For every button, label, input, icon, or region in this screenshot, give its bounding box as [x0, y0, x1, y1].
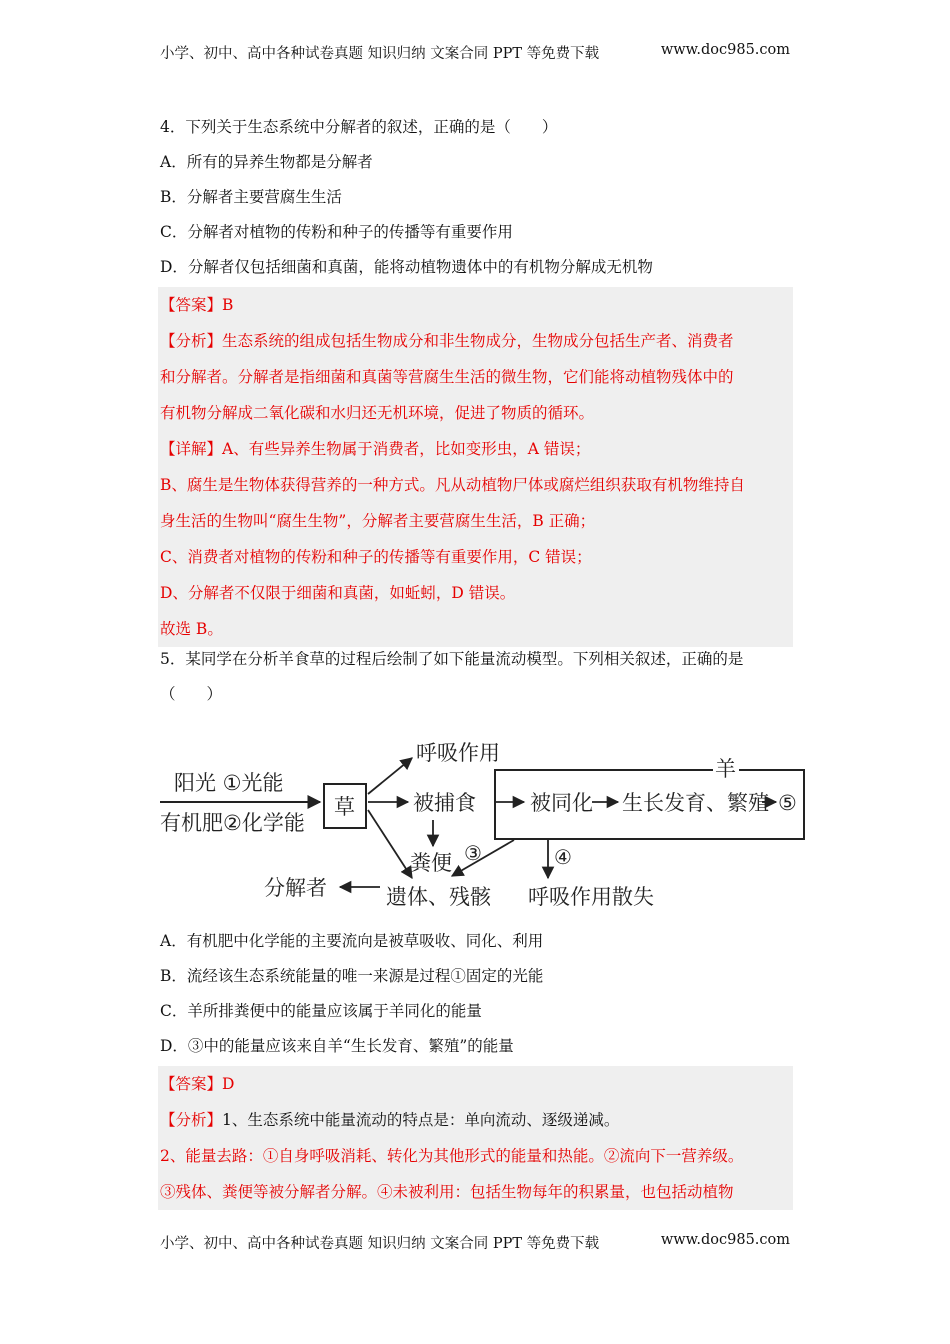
analysis-tag: 【分析】: [160, 332, 223, 350]
analysis-text: 生态系统的组成包括生物成分和非生物成分，生物成分包括生产者、消费者: [222, 332, 734, 350]
detail-line: B、腐生是生物体获得营养的一种方式。凡从动植物尸体或腐烂组织获取有机物维持自: [160, 476, 745, 494]
option-d: D．③中的能量应该来自羊“生长发育、繁殖”的能量: [160, 1037, 514, 1055]
decomposer-label: 分解者: [264, 876, 327, 900]
option-b: B．流经该生态系统能量的唯一来源是过程①固定的光能: [160, 967, 544, 985]
sheep-to-remains-arrow: [452, 840, 514, 876]
page-header: [160, 42, 790, 63]
feces-label: 粪便: [410, 851, 452, 875]
option-d: D．分解者仅包括细菌和真菌，能将动植物遗体中的有机物分解成无机物: [160, 258, 653, 276]
detail-line: C、消费者对植物的传粉和种子的传播等有重要作用，C 错误；: [160, 548, 592, 566]
detail-line: D、分解者不仅限于细菌和真菌，如蚯蚓，D 错误。: [160, 584, 516, 602]
detail-line: [160, 431, 793, 467]
detail-tag: 【详解】: [160, 440, 223, 458]
detail-line: 身生活的生物叫“腐生生物”，分解者主要营腐生生活，B 正确；: [160, 512, 596, 530]
circled-3-label: ③: [464, 841, 482, 865]
answer-value: D: [222, 1075, 235, 1093]
page-footer: [160, 1232, 790, 1253]
answer-tag: 【答案】: [160, 296, 223, 314]
circled-5-label: ⑤: [778, 791, 797, 815]
analysis-line: [160, 1102, 793, 1138]
answer-block-4: [158, 287, 793, 647]
assimilated-label: 被同化: [530, 791, 593, 815]
footer-url: www.doc985.com: [660, 1232, 790, 1248]
grass-to-respiration-arrow: [368, 758, 412, 794]
header-text: 小学、初中、高中各种试卷真题 知识归纳 文案合同 PPT 等免费下载: [160, 46, 600, 62]
question-stem: 4．下列关于生态系统中分解者的叙述，正确的是（ ）: [160, 118, 558, 136]
header-url: www.doc985.com: [660, 42, 790, 58]
answer-tag: 【答案】: [160, 1075, 223, 1093]
question-stem: 5．某同学在分析羊食草的过程后绘制了如下能量流动模型。下列相关叙述，正确的是: [160, 650, 744, 668]
analysis-text: 1、生态系统中能量流动的特点是：单向流动、逐级递减。: [222, 1111, 620, 1129]
option-a: A．所有的异养生物都是分解者: [160, 153, 373, 171]
resp-loss-label: 呼吸作用散失: [528, 885, 654, 909]
analysis-line: 2、能量去路：①自身呼吸消耗、转化为其他形式的能量和热能。②流向下一营养级。: [160, 1147, 744, 1165]
analysis-line: ③残体、粪便等被分解者分解。④未被利用：包括生物每年的积累量，也包括动植物: [160, 1183, 734, 1201]
question-5: [160, 642, 792, 712]
option-c: C．分解者对植物的传粉和种子的传播等有重要作用: [160, 223, 513, 241]
growth-label: 生长发育、繁殖: [622, 791, 769, 815]
grass-label: 草: [334, 795, 355, 819]
energy-flow-diagram: [158, 732, 810, 912]
question-stem-cont: （ ）: [160, 685, 223, 703]
sheep-label: 羊: [715, 757, 736, 781]
footer-text: 小学、初中、高中各种试卷真题 知识归纳 文案合同 PPT 等免费下载: [160, 1236, 600, 1252]
question-5-options: [160, 924, 792, 1064]
analysis-line: 和分解者。分解者是指细菌和真菌等营腐生生活的微生物，它们能将动植物残体中的: [160, 368, 734, 386]
option-b: B．分解者主要营腐生生活: [160, 188, 342, 206]
answer-line: [160, 1066, 793, 1102]
option-a: A．有机肥中化学能的主要流向是被草吸收、同化、利用: [160, 932, 544, 950]
sunlight-label: 阳光 ①光能: [174, 771, 284, 795]
remains-label: 遗体、残骸: [386, 885, 491, 909]
answer-line: [160, 287, 793, 323]
analysis-line: [160, 323, 793, 359]
question-4: [160, 110, 792, 285]
detail-text: A、有些异养生物属于消费者，比如变形虫，A 错误；: [222, 440, 591, 458]
analysis-tag: 【分析】: [160, 1111, 223, 1129]
circled-4-label: ④: [554, 845, 572, 869]
answer-block-5: [158, 1066, 793, 1210]
analysis-line: 有机物分解成二氧化碳和水归还无机环境，促进了物质的循环。: [160, 404, 595, 422]
eaten-label: 被捕食: [413, 791, 476, 815]
conclusion-line: 故选 B。: [160, 620, 223, 638]
respiration-label: 呼吸作用: [416, 741, 500, 765]
option-c: C．羊所排粪便中的能量应该属于羊同化的能量: [160, 1002, 482, 1020]
answer-value: B: [222, 296, 234, 314]
fertilizer-label: 有机肥②化学能: [160, 811, 305, 835]
grass-to-remains-arrow: [368, 810, 412, 878]
